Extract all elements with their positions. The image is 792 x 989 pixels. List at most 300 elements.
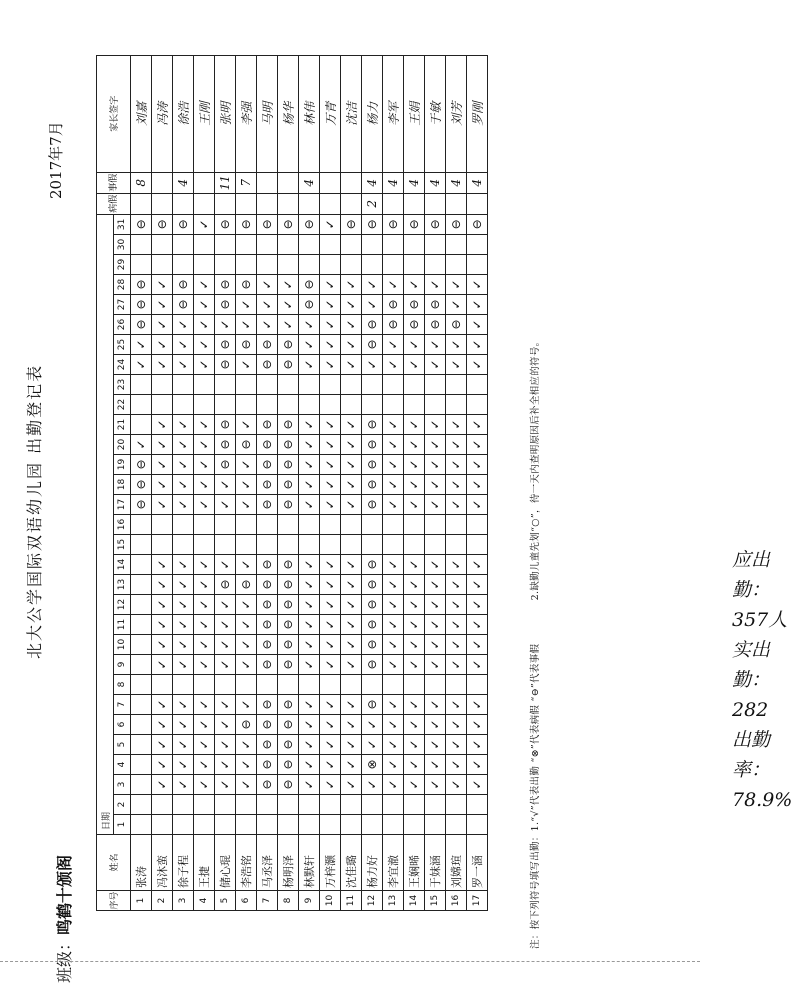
attendance-mark: ⊖ (257, 495, 278, 515)
row-seq: 8 (278, 891, 299, 911)
attendance-mark (404, 255, 425, 275)
attendance-mark (131, 395, 152, 415)
leave-days: 11 (215, 172, 236, 193)
day-number: 17 (114, 495, 131, 515)
attendance-mark: ⊖ (257, 715, 278, 735)
attendance-mark (404, 515, 425, 535)
attendance-mark: ✓ (467, 275, 488, 295)
attendance-mark: ✓ (320, 755, 341, 775)
attendance-mark (383, 255, 404, 275)
attendance-mark: ✓ (152, 615, 173, 635)
attendance-mark: ✓ (446, 415, 467, 435)
attendance-mark (425, 515, 446, 535)
leave-days (278, 172, 299, 193)
attendance-mark: ✓ (383, 635, 404, 655)
attendance-mark: ✓ (131, 355, 152, 375)
attendance-mark: ✓ (236, 455, 257, 475)
attendance-mark: ✓ (467, 775, 488, 795)
attendance-mark: ✓ (404, 575, 425, 595)
attendance-mark: ✓ (215, 595, 236, 615)
attendance-mark: ⊖ (278, 615, 299, 635)
table-row (341, 55, 362, 910)
attendance-mark: ⊖ (278, 475, 299, 495)
day-number: 10 (114, 635, 131, 655)
form-title: 北大公学国际双语幼儿园 出勤登记表 (25, 363, 44, 659)
attendance-mark: ✓ (152, 735, 173, 755)
table-row (425, 55, 446, 910)
attendance-mark: ✓ (173, 415, 194, 435)
day-number: 27 (114, 295, 131, 315)
attendance-mark (446, 515, 467, 535)
attendance-mark: ✓ (299, 775, 320, 795)
attendance-mark: ✓ (404, 715, 425, 735)
stat-actual: 实出勤：282 (732, 639, 771, 721)
attendance-mark (152, 795, 173, 815)
attendance-mark: ✓ (278, 275, 299, 295)
attendance-mark: ✓ (467, 495, 488, 515)
attendance-mark: ✓ (131, 335, 152, 355)
attendance-mark: ⊖ (278, 655, 299, 675)
attendance-mark (131, 755, 152, 775)
attendance-mark: ✓ (299, 455, 320, 475)
attendance-mark: ⊖ (467, 214, 488, 234)
attendance-mark: ✓ (383, 275, 404, 295)
attendance-mark: ⊖ (383, 214, 404, 234)
leave-days: 4 (425, 172, 446, 193)
attendance-mark: ⊖ (131, 455, 152, 475)
leave-days (320, 172, 341, 193)
attendance-mark (299, 255, 320, 275)
attendance-mark: ✓ (467, 415, 488, 435)
attendance-mark: ✓ (362, 715, 383, 735)
leave-days (194, 172, 215, 193)
day-number: 19 (114, 455, 131, 475)
parent-signature: 杨华 (278, 55, 299, 172)
attendance-mark (467, 235, 488, 255)
attendance-mark (425, 395, 446, 415)
attendance-mark (131, 655, 152, 675)
attendance-mark: ✓ (341, 715, 362, 735)
attendance-mark: ✓ (320, 435, 341, 455)
attendance-mark: ✓ (152, 415, 173, 435)
student-name: 徐子程 (173, 835, 194, 891)
attendance-mark: ✓ (467, 755, 488, 775)
day-number: 8 (114, 675, 131, 695)
attendance-mark: ⊖ (257, 415, 278, 435)
row-seq: 13 (383, 891, 404, 911)
attendance-mark (320, 395, 341, 415)
student-name: 储心琨 (215, 835, 236, 891)
attendance-mark: ⊖ (257, 595, 278, 615)
attendance-mark (131, 415, 152, 435)
day-number: 26 (114, 315, 131, 335)
day-number: 12 (114, 595, 131, 615)
attendance-mark (341, 235, 362, 255)
day-number: 4 (114, 755, 131, 775)
attendance-mark: ✓ (383, 755, 404, 775)
attendance-mark: ✓ (194, 295, 215, 315)
attendance-mark (467, 395, 488, 415)
student-name: 罗一涵 (467, 835, 488, 891)
attendance-mark (383, 815, 404, 835)
parent-signature: 杨力 (362, 55, 383, 172)
attendance-mark (257, 515, 278, 535)
attendance-mark: ✓ (194, 575, 215, 595)
leave-days: 4 (467, 172, 488, 193)
day-number: 29 (114, 255, 131, 275)
attendance-mark: ⊖ (362, 495, 383, 515)
attendance-mark (215, 395, 236, 415)
sick-days (383, 193, 404, 214)
attendance-mark (362, 795, 383, 815)
attendance-mark (362, 675, 383, 695)
attendance-mark: ✓ (236, 695, 257, 715)
attendance-mark (257, 255, 278, 275)
name-header: 姓名 (97, 835, 131, 891)
attendance-mark: ⊖ (257, 475, 278, 495)
table-row (215, 55, 236, 910)
attendance-body (131, 55, 488, 910)
parent-signature: 万青 (320, 55, 341, 172)
attendance-mark: ✓ (152, 695, 173, 715)
attendance-mark: ⊖ (425, 315, 446, 335)
attendance-mark (152, 235, 173, 255)
day-number: 13 (114, 575, 131, 595)
attendance-mark: ✓ (152, 595, 173, 615)
attendance-mark: ✓ (194, 695, 215, 715)
attendance-mark: ✓ (425, 615, 446, 635)
attendance-mark (257, 235, 278, 255)
class-prefix: 班级： (55, 934, 74, 983)
attendance-mark: ⊖ (236, 275, 257, 295)
attendance-mark: ✓ (299, 655, 320, 675)
attendance-mark: ✓ (299, 695, 320, 715)
attendance-mark: ✓ (383, 575, 404, 595)
attendance-mark: ✓ (320, 635, 341, 655)
attendance-mark: ⊖ (152, 214, 173, 234)
attendance-mark (446, 375, 467, 395)
sick-days (152, 193, 173, 214)
attendance-mark: ✓ (446, 575, 467, 595)
attendance-mark (236, 255, 257, 275)
attendance-mark (173, 675, 194, 695)
attendance-mark: ✓ (215, 695, 236, 715)
attendance-mark (320, 235, 341, 255)
attendance-mark: ⊖ (215, 575, 236, 595)
attendance-mark: ✓ (320, 555, 341, 575)
attendance-mark: ✓ (467, 295, 488, 315)
attendance-mark: ✓ (194, 715, 215, 735)
attendance-mark: ✓ (299, 635, 320, 655)
attendance-mark: ⊖ (278, 595, 299, 615)
student-name: 杨力好 (362, 835, 383, 891)
attendance-mark: ✓ (215, 475, 236, 495)
attendance-mark (173, 515, 194, 535)
attendance-mark: ✓ (362, 355, 383, 375)
attendance-mark: ✓ (467, 615, 488, 635)
attendance-mark (341, 255, 362, 275)
attendance-mark: ✓ (173, 715, 194, 735)
attendance-mark: ✓ (194, 335, 215, 355)
attendance-mark: ✓ (194, 655, 215, 675)
attendance-mark: ✓ (404, 335, 425, 355)
attendance-mark: ⊖ (215, 435, 236, 455)
attendance-mark: ✓ (467, 435, 488, 455)
attendance-mark: ✓ (446, 455, 467, 475)
row-seq: 2 (152, 891, 173, 911)
attendance-mark: ✓ (341, 695, 362, 715)
attendance-mark (257, 795, 278, 815)
student-name: 冯沐蛮 (152, 835, 173, 891)
table-row (278, 55, 299, 910)
day-number: 7 (114, 695, 131, 715)
attendance-mark: ⊖ (446, 315, 467, 335)
day-number: 18 (114, 475, 131, 495)
attendance-mark (194, 515, 215, 535)
attendance-mark: ✓ (320, 615, 341, 635)
attendance-mark: ✓ (404, 275, 425, 295)
attendance-mark: ✓ (446, 755, 467, 775)
attendance-mark: ✓ (425, 735, 446, 755)
attendance-mark: ✓ (131, 435, 152, 455)
attendance-mark (404, 815, 425, 835)
attendance-mark: ✓ (341, 415, 362, 435)
attendance-mark: ✓ (236, 315, 257, 335)
attendance-mark: ✓ (467, 655, 488, 675)
header-row-top (97, 55, 114, 910)
attendance-mark: ✓ (341, 655, 362, 675)
attendance-mark: ✓ (404, 495, 425, 515)
table-row (362, 55, 383, 910)
attendance-mark (131, 535, 152, 555)
attendance-mark: ⊖ (425, 295, 446, 315)
attendance-mark: ✓ (152, 315, 173, 335)
attendance-mark (299, 235, 320, 255)
attendance-mark: ⊖ (131, 275, 152, 295)
attendance-mark: ✓ (425, 695, 446, 715)
attendance-mark (194, 235, 215, 255)
attendance-mark: ⊖ (362, 315, 383, 335)
attendance-mark: ✓ (173, 455, 194, 475)
attendance-mark (173, 375, 194, 395)
attendance-mark: ⊖ (278, 214, 299, 234)
attendance-mark: ✓ (299, 355, 320, 375)
table-row (173, 55, 194, 910)
attendance-mark (362, 815, 383, 835)
attendance-mark: ✓ (236, 775, 257, 795)
attendance-mark: ✓ (446, 735, 467, 755)
attendance-mark (425, 255, 446, 275)
attendance-mark: ⊖ (278, 735, 299, 755)
attendance-mark (131, 515, 152, 535)
attendance-mark: ✓ (236, 615, 257, 635)
attendance-mark (425, 675, 446, 695)
table-row (383, 55, 404, 910)
attendance-mark (215, 815, 236, 835)
attendance-mark: ✓ (383, 555, 404, 575)
attendance-mark: ✓ (425, 755, 446, 775)
attendance-mark: ⊖ (257, 575, 278, 595)
attendance-mark (467, 515, 488, 535)
sick-days (446, 193, 467, 214)
attendance-mark: ⊖ (278, 455, 299, 475)
attendance-mark (383, 375, 404, 395)
attendance-mark (131, 615, 152, 635)
attendance-mark: ⊖ (215, 214, 236, 234)
leave-days (257, 172, 278, 193)
attendance-mark (404, 795, 425, 815)
attendance-mark: ✓ (299, 735, 320, 755)
attendance-mark: ✓ (215, 715, 236, 735)
attendance-mark: ⊖ (257, 214, 278, 234)
attendance-mark: ⊖ (131, 295, 152, 315)
footer-note-1: 注：按下列符号填写出勤：1.“√”代表出勤 “⊗”代表病假 “⊖”代表事假 (530, 643, 541, 949)
attendance-mark: ✓ (341, 435, 362, 455)
attendance-mark: ✓ (215, 755, 236, 775)
attendance-mark: ✓ (404, 475, 425, 495)
leave-days: 4 (362, 172, 383, 193)
attendance-mark (425, 235, 446, 255)
attendance-mark: ✓ (257, 315, 278, 335)
attendance-mark (194, 815, 215, 835)
attendance-mark (152, 815, 173, 835)
day-number: 3 (114, 775, 131, 795)
attendance-mark: ✓ (320, 575, 341, 595)
leave-days: 4 (446, 172, 467, 193)
attendance-mark: ✓ (320, 295, 341, 315)
row-seq: 11 (341, 891, 362, 911)
attendance-mark: ⊖ (362, 575, 383, 595)
attendance-mark (299, 795, 320, 815)
attendance-mark (131, 255, 152, 275)
stat-expected: 应出勤：357人 (732, 549, 788, 631)
attendance-mark: ⊖ (278, 335, 299, 355)
attendance-mark: ✓ (152, 275, 173, 295)
attendance-mark (152, 675, 173, 695)
attendance-mark (341, 375, 362, 395)
attendance-mark: ⊖ (362, 635, 383, 655)
attendance-mark: ⊖ (257, 555, 278, 575)
attendance-mark: ⊖ (362, 475, 383, 495)
attendance-mark: ✓ (173, 495, 194, 515)
attendance-mark: ✓ (173, 355, 194, 375)
student-name: 王娴晞 (404, 835, 425, 891)
attendance-mark (131, 575, 152, 595)
attendance-mark: ✓ (236, 295, 257, 315)
attendance-mark (236, 815, 257, 835)
attendance-mark: ✓ (173, 335, 194, 355)
attendance-mark: ✓ (236, 635, 257, 655)
attendance-mark (425, 375, 446, 395)
attendance-mark (320, 255, 341, 275)
attendance-mark: ✓ (299, 615, 320, 635)
attendance-mark (362, 395, 383, 415)
parent-signature: 李军 (383, 55, 404, 172)
attendance-mark (215, 515, 236, 535)
attendance-mark (236, 675, 257, 695)
attendance-mark: ⊖ (131, 315, 152, 335)
attendance-mark: ⊖ (362, 615, 383, 635)
attendance-mark: ✓ (467, 695, 488, 715)
row-seq: 4 (194, 891, 215, 911)
attendance-mark (152, 375, 173, 395)
attendance-mark: ✓ (173, 575, 194, 595)
attendance-mark (215, 255, 236, 275)
attendance-mark (152, 535, 173, 555)
leave-days: 4 (299, 172, 320, 193)
attendance-mark (131, 735, 152, 755)
attendance-mark: ✓ (341, 335, 362, 355)
sick-days (341, 193, 362, 214)
attendance-mark: ✓ (383, 415, 404, 435)
attendance-mark (131, 555, 152, 575)
attendance-mark: ✓ (320, 695, 341, 715)
attendance-mark: ✓ (299, 575, 320, 595)
attendance-mark: ✓ (299, 755, 320, 775)
attendance-mark: ✓ (320, 415, 341, 435)
attendance-mark: ✓ (215, 555, 236, 575)
attendance-mark: ⊖ (215, 335, 236, 355)
attendance-mark: ✓ (320, 775, 341, 795)
attendance-mark (383, 535, 404, 555)
parent-signature: 刘芳 (446, 55, 467, 172)
student-name: 杨明泽 (278, 835, 299, 891)
attendance-mark (236, 515, 257, 535)
day-number: 11 (114, 615, 131, 635)
attendance-mark (194, 375, 215, 395)
date-header: 日期 (97, 214, 114, 834)
attendance-mark: ⊖ (215, 415, 236, 435)
attendance-mark: ✓ (320, 595, 341, 615)
attendance-mark: ✓ (194, 615, 215, 635)
class-label (52, 855, 75, 983)
sick-days (236, 193, 257, 214)
attendance-mark: ✓ (383, 335, 404, 355)
attendance-mark: ✓ (383, 455, 404, 475)
attendance-mark (131, 795, 152, 815)
attendance-mark: ✓ (194, 315, 215, 335)
day-number: 1 (114, 815, 131, 835)
attendance-mark: ✓ (173, 755, 194, 775)
student-name: 张涛 (131, 835, 152, 891)
footer-note-2: 2.缺勤儿童先划“○”，待一天内查明原因后补全相应的符号。 (530, 336, 541, 601)
attendance-mark (299, 675, 320, 695)
attendance-mark: ✓ (194, 595, 215, 615)
sick-header: 病假 (97, 193, 131, 214)
attendance-mark: ⊖ (362, 555, 383, 575)
attendance-mark: ✓ (404, 635, 425, 655)
day-number: 5 (114, 735, 131, 755)
attendance-mark (194, 795, 215, 815)
attendance-mark: ✓ (383, 715, 404, 735)
attendance-mark: ✓ (425, 495, 446, 515)
attendance-mark: ✓ (446, 295, 467, 315)
attendance-mark: ✓ (341, 575, 362, 595)
attendance-mark (404, 395, 425, 415)
parent-signature: 王刚 (194, 55, 215, 172)
attendance-mark: ⊖ (257, 635, 278, 655)
leave-days (341, 172, 362, 193)
attendance-mark: ✓ (425, 335, 446, 355)
sick-days (173, 193, 194, 214)
attendance-mark: ✓ (446, 635, 467, 655)
student-name: 万梓灏 (320, 835, 341, 891)
attendance-mark (341, 675, 362, 695)
sick-days (425, 193, 446, 214)
attendance-mark: ✓ (236, 595, 257, 615)
attendance-mark (404, 535, 425, 555)
attendance-mark: ⊖ (278, 635, 299, 655)
